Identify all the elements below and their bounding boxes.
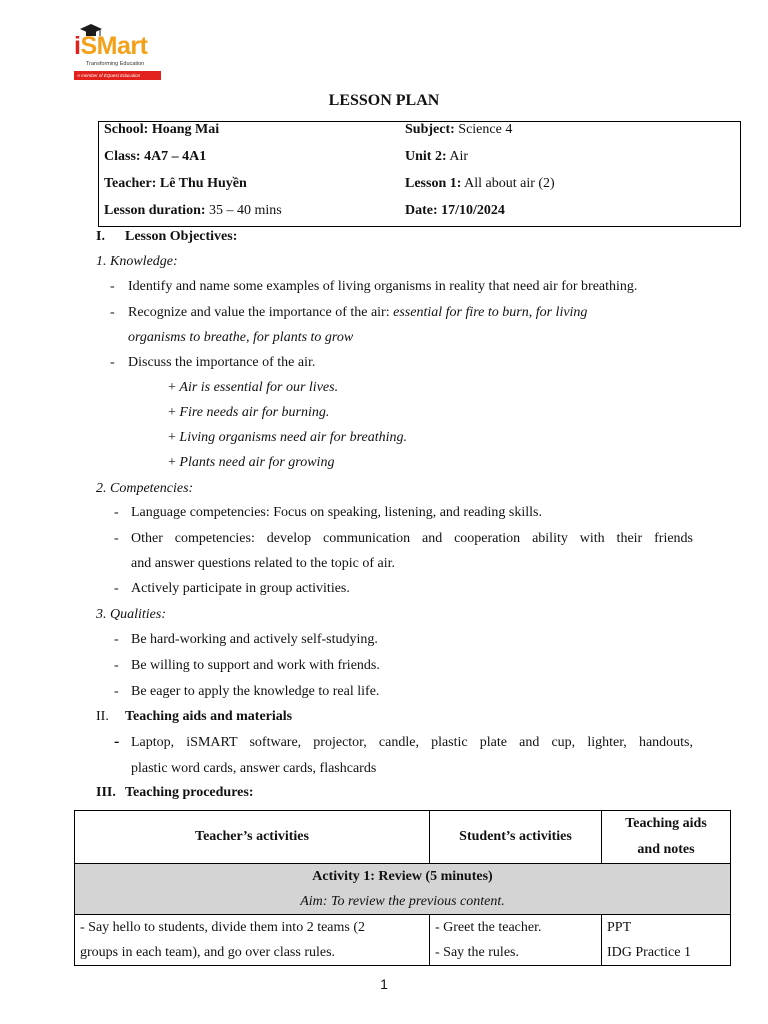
bullet-dash: - (110, 305, 115, 320)
table-header-row (75, 811, 731, 864)
knowledge-bullet-3: Discuss the importance of the air. (128, 355, 316, 370)
competency-2: Other competencies: develop communication and cooperation ability with their friends (131, 531, 693, 546)
info-subject: Subject: Science 4 (405, 122, 513, 137)
bullet-dash: - (114, 632, 119, 647)
knowledge-bullet-2: Recognize and value the importance of the air: essential for fire to burn, for living (128, 305, 588, 320)
section-heading-aids: Teaching aids and materials (125, 709, 293, 724)
col-header-student: Student’s activities (430, 811, 602, 864)
info-unit: Unit 2: Air (405, 149, 469, 164)
procedures-table (74, 810, 731, 966)
knowledge-sub-1: + Air is essential for our lives. (168, 380, 339, 395)
info-teacher: Teacher: Lê Thu Huyền (104, 176, 247, 191)
bullet-dash: - (114, 505, 119, 520)
bullet-dash: - (114, 531, 119, 546)
competency-1: Language competencies: Focus on speaking, listening, and reading skills. (131, 505, 542, 520)
info-date: Date: 17/10/2024 (405, 203, 505, 218)
info-lesson: Lesson 1: All about air (2) (405, 176, 555, 191)
info-class: Class: 4A7 – 4A1 (104, 149, 207, 164)
bullet-dash: - (110, 355, 115, 370)
knowledge-bullet-2-cont: organisms to breathe, for plants to grow (128, 330, 354, 345)
activity-1-cell (75, 864, 731, 915)
qualities-heading: 3. Qualities: (96, 607, 166, 622)
bullet-dash: - (110, 279, 115, 294)
info-school: School: Hoang Mai (104, 122, 220, 137)
activity-row (75, 864, 731, 915)
knowledge-sub-2: + Fire needs air for burning. (168, 405, 330, 420)
quality-2: Be willing to support and work with friends. (131, 658, 380, 673)
competencies-heading: 2. Competencies: (96, 481, 194, 496)
aids-notes-cell: PPT IDG Practice 1 (602, 915, 731, 966)
knowledge-sub-4: + Plants need air for growing (168, 455, 335, 470)
student-activity-cell: - Greet the teacher. - Say the rules. (430, 915, 602, 966)
aids-line-1: Laptop, iSMART software, projector, candle, plastic plate and cup, lighter, handouts, (131, 735, 693, 750)
table-row (75, 915, 731, 966)
ismart-logo (74, 24, 164, 82)
bullet-dash: - (114, 684, 119, 699)
col-header-teacher: Teacher’s activities (75, 811, 430, 864)
logo-wordmark: iSMart (74, 32, 148, 60)
logo-member-banner: A member of EQuest Education (74, 71, 161, 80)
page-title: LESSON PLAN (328, 92, 440, 109)
competency-2-cont: and answer questions related to the topic of air. (131, 556, 395, 571)
logo-tagline: Transforming Education (86, 61, 145, 67)
activity-1-title: Activity 1: Review (5 minutes) (312, 869, 493, 884)
knowledge-sub-3: + Living organisms need air for breathing. (168, 430, 408, 445)
knowledge-heading: 1. Knowledge: (96, 254, 178, 269)
section-heading-objectives: Lesson Objectives: (125, 229, 238, 244)
section-num-3: III. (96, 785, 116, 800)
competency-3: Actively participate in group activities. (131, 581, 350, 596)
page-number: 1 (380, 976, 388, 992)
quality-3: Be eager to apply the knowledge to real life. (131, 684, 380, 699)
knowledge-bullet-1: Identify and name some examples of living organisms in reality that need air for breathing. (128, 279, 638, 294)
teacher-activity-cell: - Say hello to students, divide them into 2 teams (2 groups in each team), and go over class rules. (75, 915, 430, 966)
activity-1-aim: Aim: To review the previous content. (300, 894, 505, 909)
section-heading-procedures: Teaching procedures: (125, 785, 254, 800)
bullet-dash: - (114, 658, 119, 673)
bullet-dash: - (114, 581, 119, 596)
col-header-aids: Teaching aids and notes (602, 811, 731, 864)
section-num-2: II. (96, 709, 109, 724)
section-num-1: I. (96, 229, 105, 244)
bullet-dash: - (114, 733, 120, 750)
info-duration: Lesson duration: 35 – 40 mins (104, 203, 282, 218)
quality-1: Be hard-working and actively self-studying. (131, 632, 378, 647)
aids-line-2: plastic word cards, answer cards, flashcards (131, 761, 377, 776)
